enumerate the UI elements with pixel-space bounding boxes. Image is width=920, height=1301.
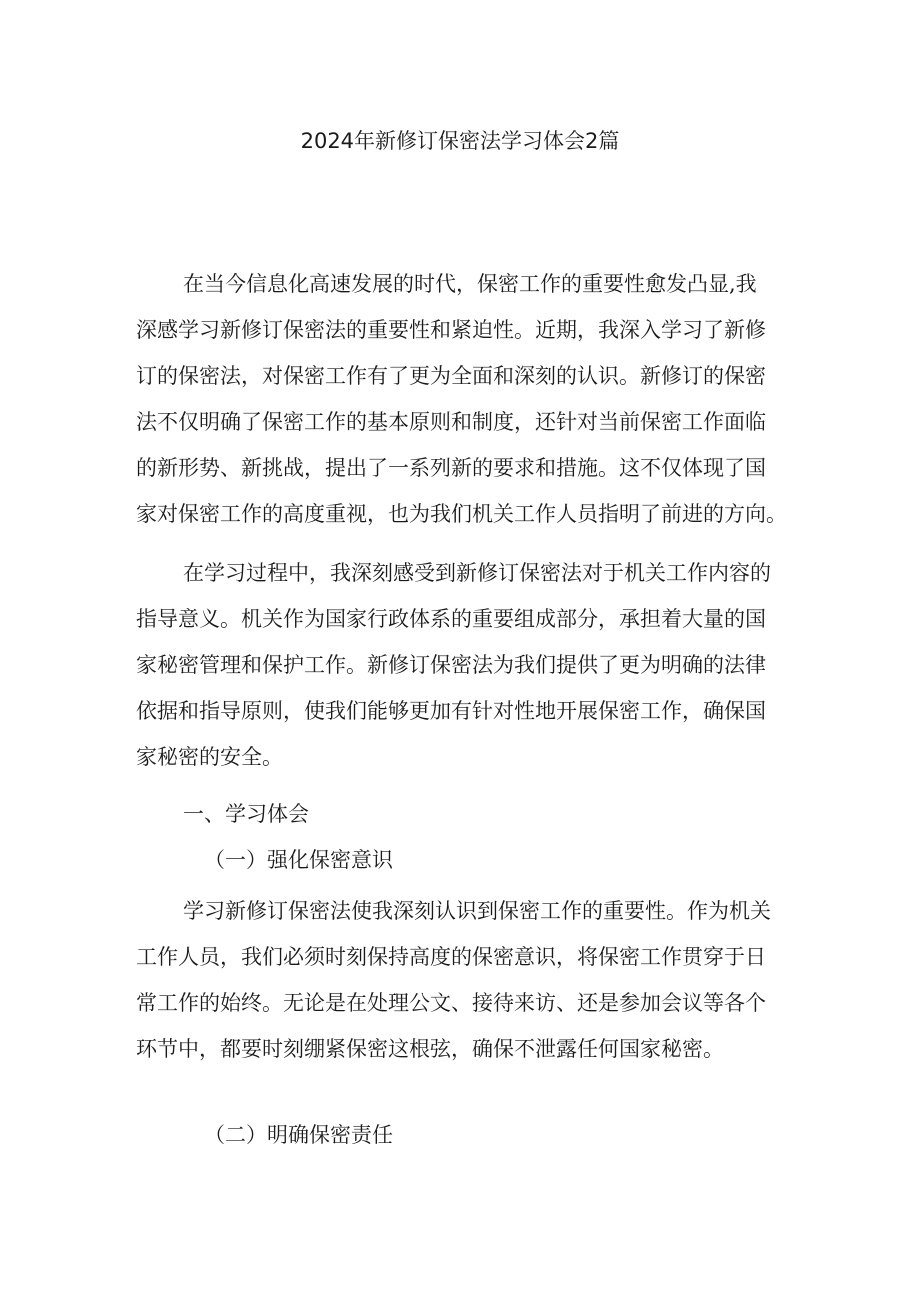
subsection-heading: （二）明确保密责任 — [204, 1123, 393, 1147]
paragraph-line: 订的保密法，对保密工作有了更为全面和深刻的认识。新修订的保密 — [136, 364, 766, 388]
paragraph-line: 家对保密工作的高度重视，也为我们机关工作人员指明了前进的方向。 — [136, 502, 787, 526]
document-title: 2024年新修订保密法学习体会2篇 — [300, 129, 620, 153]
paragraph-line: 深感学习新修订保密法的重要性和紧迫性。近期，我深入学习了新修 — [136, 318, 766, 342]
paragraph-line: 在当今信息化高速发展的时代，保密工作的重要性愈发凸显,我 — [183, 272, 757, 296]
paragraph-line: 指导意义。机关作为国家行政体系的重要组成部分，承担着大量的国 — [136, 607, 766, 631]
paragraph-line: 在学习过程中，我深刻感受到新修订保密法对于机关工作内容的 — [183, 561, 771, 585]
subsection-heading: （一）强化保密意识 — [204, 848, 393, 872]
paragraph-line: 学习新修订保密法使我深刻认识到保密工作的重要性。作为机关 — [183, 899, 771, 923]
paragraph-line: 环节中，都要时刻绷紧保密这根弦，确保不泄露任何国家秘密。 — [136, 1037, 724, 1061]
paragraph-line: 常工作的始终。无论是在处理公文、接待来访、还是参加会议等各个 — [136, 991, 766, 1015]
paragraph-line: 法不仅明确了保密工作的基本原则和制度，还针对当前保密工作面临 — [136, 410, 766, 434]
paragraph-line: 的新形势、新挑战，提出了一系列新的要求和措施。这不仅体现了国 — [136, 456, 766, 480]
paragraph-line: 工作人员，我们必须时刻保持高度的保密意识，将保密工作贯穿于日 — [136, 945, 766, 969]
section-heading: 一、学习体会 — [183, 802, 309, 826]
paragraph-line: 家秘密管理和保护工作。新修订保密法为我们提供了更为明确的法律 — [136, 653, 766, 677]
paragraph-line: 依据和指导原则，使我们能够更加有针对性地开展保密工作，确保国 — [136, 699, 766, 723]
paragraph-line: 家秘密的安全。 — [136, 745, 283, 769]
